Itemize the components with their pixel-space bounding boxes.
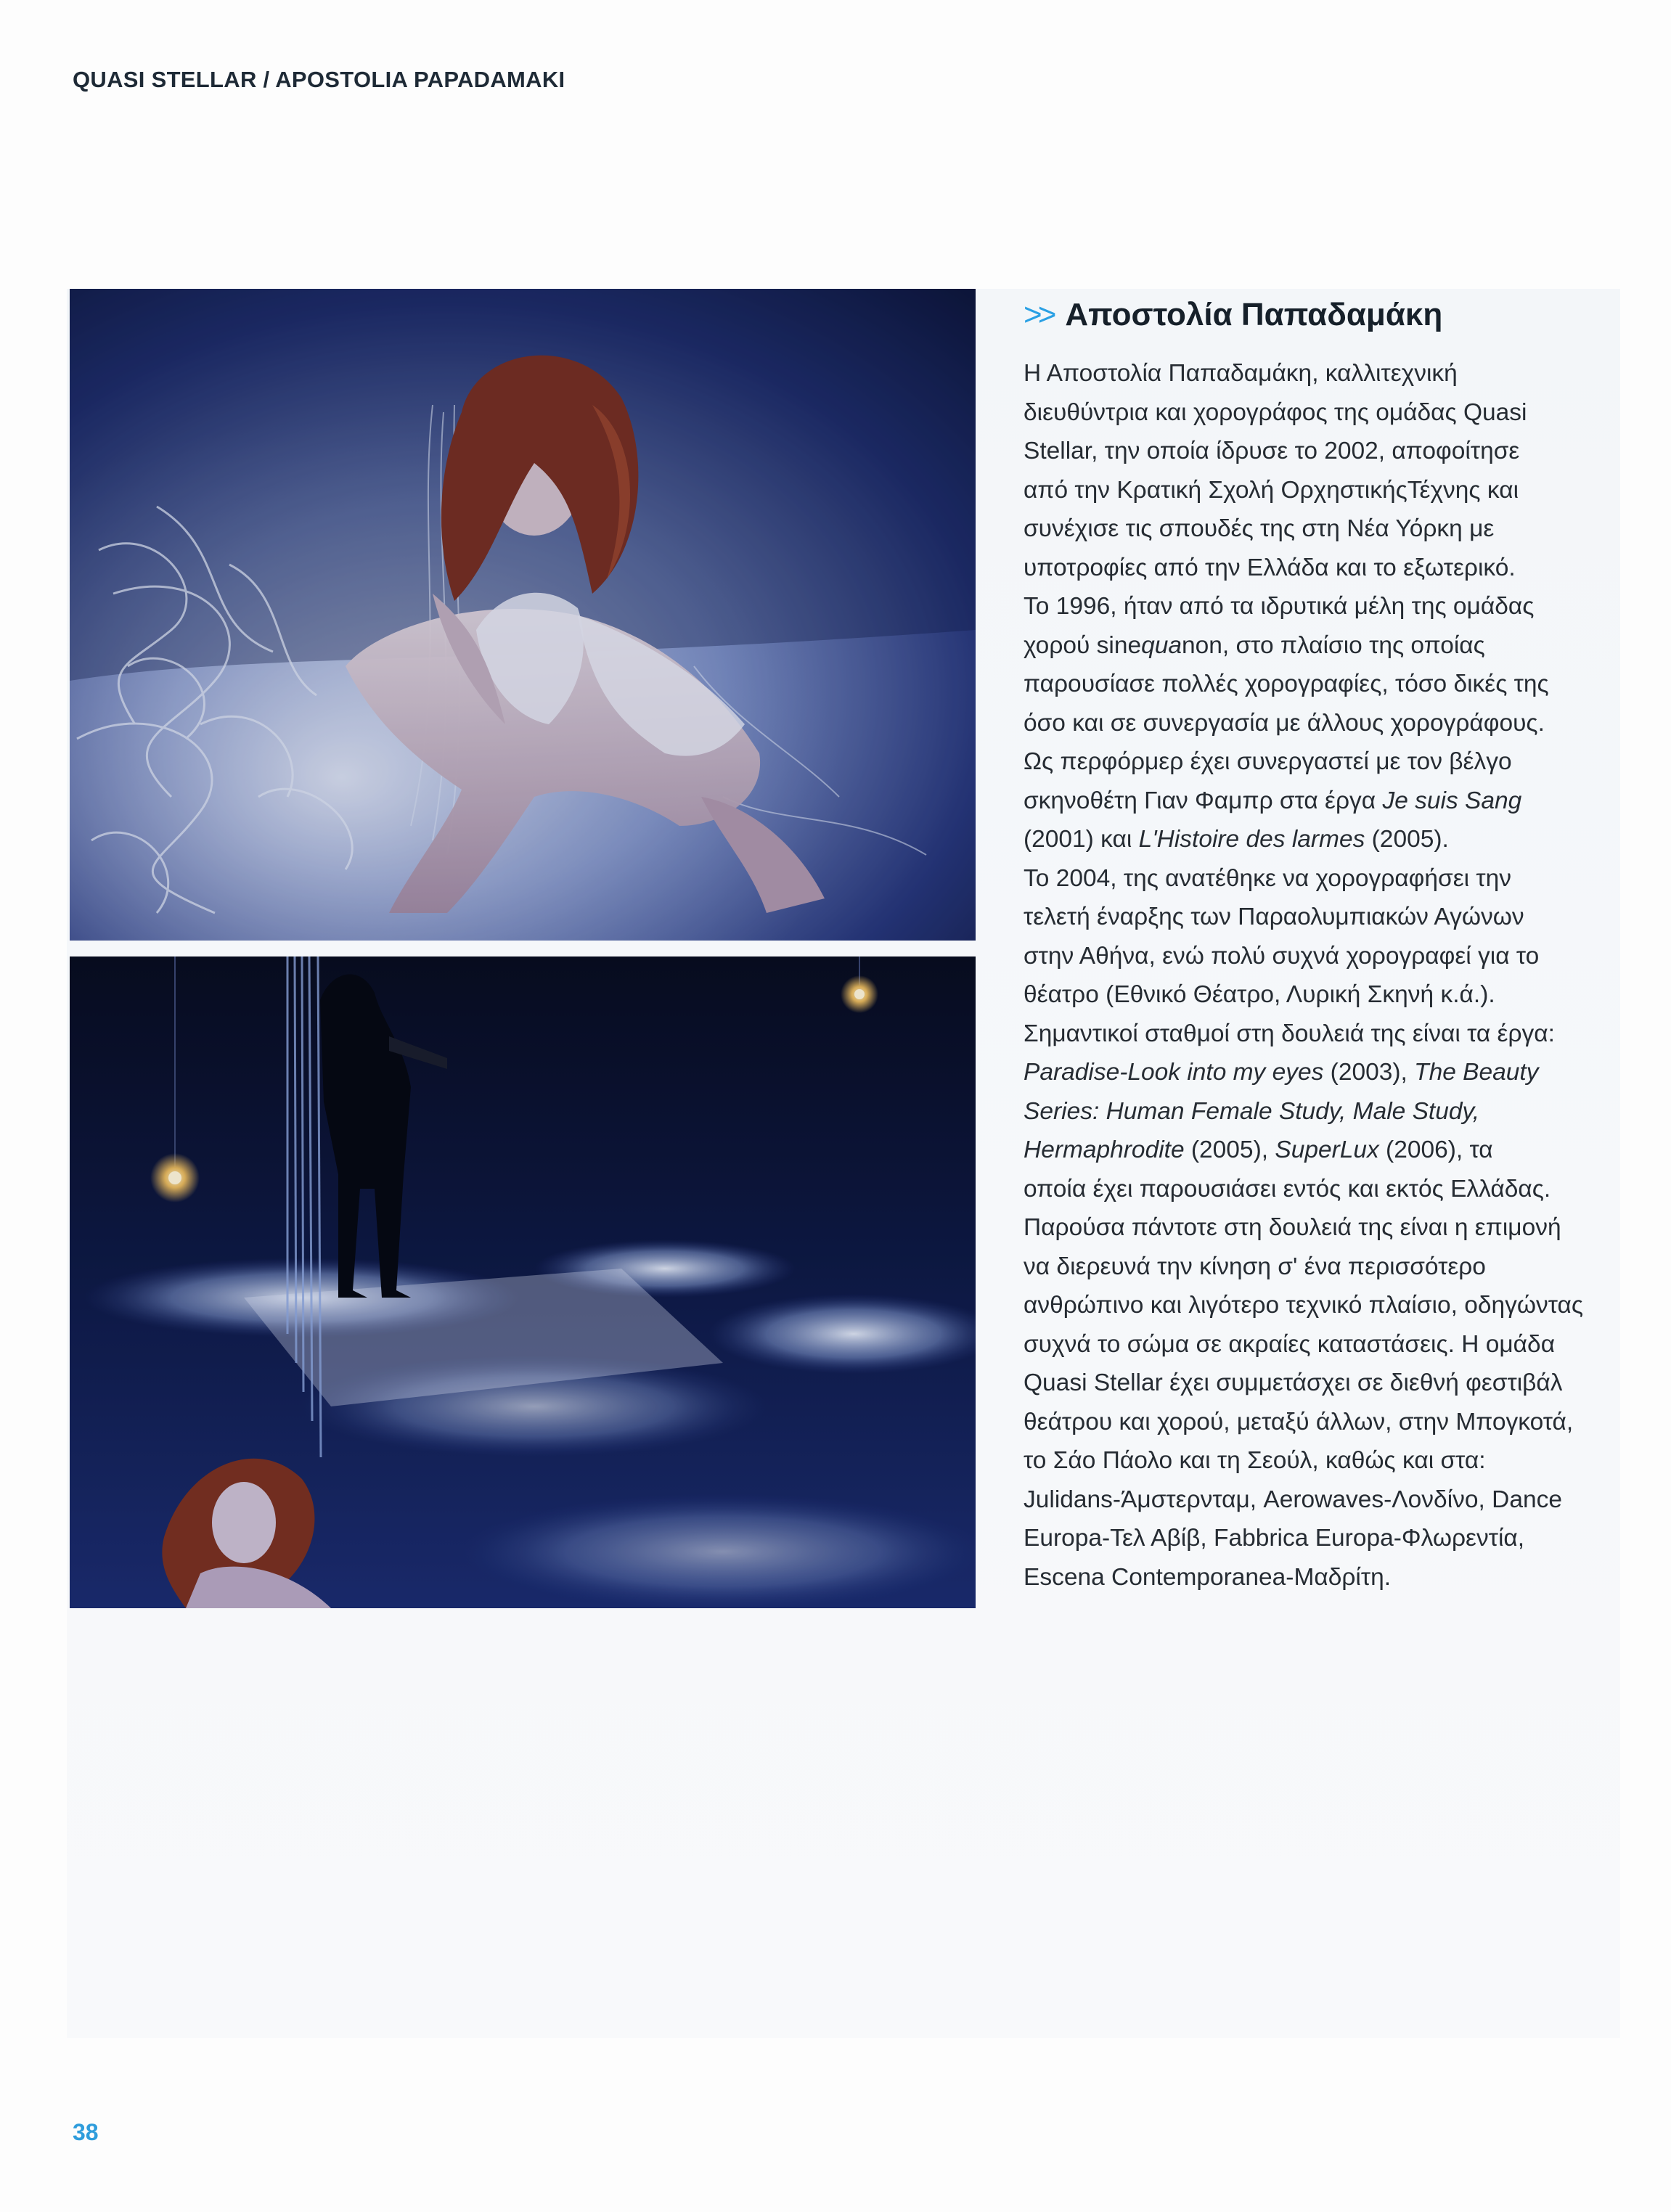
- article-line: [1024, 549, 1626, 588]
- article-body: [1024, 354, 1626, 1597]
- article-line: [1024, 1364, 1626, 1403]
- article-line: [1024, 1131, 1626, 1170]
- italic-text: The Beauty: [1414, 1059, 1539, 1086]
- body-text-segment: Παρούσα πάντοτε στη δουλειά της είναι η επιμονή: [1024, 1214, 1561, 1241]
- body-text-segment: οποία έχει παρουσιάσει εντός και εκτός Ελλάδας.: [1024, 1175, 1551, 1203]
- body-text-segment: (2005),: [1184, 1136, 1275, 1163]
- article-line: [1024, 1053, 1626, 1092]
- article-line: [1024, 1248, 1626, 1287]
- body-text-segment: Quasi Stellar έχει συμμετάσχει σε διεθνή φεστιβάλ: [1024, 1369, 1563, 1396]
- article-line: [1024, 1325, 1626, 1364]
- body-text-segment: Ως περφόρμερ έχει συνεργαστεί με τον βέλγο: [1024, 748, 1512, 775]
- italic-text: Je suis Sang: [1382, 787, 1522, 814]
- body-text-segment: τελετή έναρξης των Παραολυμπιακών Αγώνων: [1024, 904, 1524, 930]
- body-text-segment: (2006), τα: [1378, 1136, 1493, 1163]
- body-text-segment: (2003),: [1323, 1059, 1415, 1086]
- article-line: [1024, 1170, 1626, 1209]
- article-line: [1024, 1403, 1626, 1442]
- stage-photo-graphic: [70, 957, 976, 1608]
- article-line: [1024, 1286, 1626, 1325]
- article-line: [1024, 587, 1626, 626]
- article-line: [1024, 626, 1626, 665]
- italic-text: Hermaphrodite: [1024, 1136, 1185, 1163]
- article-line: [1024, 859, 1626, 898]
- body-text-segment: θέατρο (Εθνικό Θέατρο, Λυρική Σκηνή κ.ά.).: [1024, 981, 1495, 1008]
- article-line: [1024, 937, 1626, 976]
- article-line: [1024, 1015, 1626, 1054]
- article-line: [1024, 782, 1626, 821]
- article-line: [1024, 898, 1626, 937]
- article-line: [1024, 1519, 1626, 1558]
- article-line: [1024, 393, 1626, 433]
- article-line: [1024, 975, 1626, 1015]
- body-text-segment: non, στο πλαίσιο της οποίας: [1182, 631, 1485, 659]
- article-line: [1024, 1441, 1626, 1480]
- body-text-segment: συνέχισε τις σπουδές της στη Νέα Υόρκη με: [1024, 515, 1495, 542]
- body-text-segment: χορού sine: [1024, 631, 1142, 659]
- article-column: [1024, 289, 1626, 1597]
- page-number: 38: [73, 2119, 99, 2145]
- article-line: [1024, 471, 1626, 510]
- body-text-segment: παρουσίασε πολλές χορογραφίες, τόσο δικές της: [1024, 671, 1549, 697]
- body-text-segment: σκηνοθέτη Γιαν Φαμπρ στα έργα: [1024, 787, 1383, 814]
- body-text-segment: Σημαντικοί σταθμοί στη δουλειά της είναι τα έργα:: [1024, 1020, 1555, 1047]
- body-text-segment: (2005).: [1365, 826, 1449, 853]
- article-line: [1024, 1558, 1626, 1597]
- body-text-segment: από την Κρατική Σχολή ΟρχηστικήςΤέχνης και: [1024, 476, 1519, 504]
- body-text-segment: Η Αποστολία Παπαδαμάκη, καλλιτεχνική: [1024, 360, 1458, 387]
- body-text-segment: να διερευνά την κίνηση σ' ένα περισσότερο: [1024, 1253, 1486, 1280]
- body-text-segment: συχνά το σώμα σε ακραίες καταστάσεις. Η ομάδα: [1024, 1330, 1556, 1358]
- article-line: [1024, 1208, 1626, 1248]
- italic-text: SuperLux: [1275, 1136, 1379, 1163]
- article-line: [1024, 432, 1626, 471]
- running-head: QUASI STELLAR / APOSTOLIA PAPADAMAKI: [73, 67, 565, 92]
- body-text-segment: Escena Contemporanea-Μαδρίτη.: [1024, 1563, 1392, 1591]
- chevron-icon: >>: [1024, 297, 1053, 332]
- body-text-segment: διευθύντρια και χορογράφος της ομάδας Quasi: [1024, 398, 1527, 426]
- body-text-segment: στην Αθήνα, ενώ πολύ συχνά χορογραφεί για το: [1024, 942, 1540, 970]
- article-line: [1024, 820, 1626, 859]
- italic-text: Series: Human Female Study, Male Study,: [1024, 1097, 1480, 1125]
- article-title: Αποστολία Παπαδαμάκη: [1065, 297, 1443, 332]
- body-text-segment: υποτροφίες από την Ελλάδα και το εξωτερικό.: [1024, 554, 1516, 581]
- body-text-segment: (2001) και: [1024, 826, 1139, 853]
- body-text-segment: Το 1996, ήταν από τα ιδρυτικά μέλη της ομάδας: [1024, 593, 1535, 620]
- article-line: [1024, 354, 1626, 393]
- body-text-segment: Stellar, την οποία ίδρυσε το 2002, αποφοίτησε: [1024, 438, 1520, 464]
- article-heading: [1024, 293, 1626, 337]
- article-line: [1024, 742, 1626, 782]
- article-line: [1024, 665, 1626, 704]
- performance-photo-dancer: [70, 289, 976, 941]
- italic-text: qua: [1141, 631, 1182, 659]
- body-text-segment: θεάτρου και χορού, μεταξύ άλλων, στην Μπογκοτά,: [1024, 1408, 1574, 1435]
- article-line: [1024, 1480, 1626, 1520]
- body-text-segment: το Σάο Πάολο και τη Σεούλ, καθώς και στα:: [1024, 1447, 1486, 1474]
- body-text-segment: ανθρώπινο και λιγότερο τεχνικό πλαίσιο, οδηγώντας: [1024, 1292, 1584, 1319]
- article-line: [1024, 704, 1626, 743]
- article-line: [1024, 509, 1626, 549]
- body-text-segment: Το 2004, της ανατέθηκε να χορογραφήσει την: [1024, 864, 1512, 892]
- dancer-photo-graphic: [70, 289, 976, 941]
- italic-text: L'Histoire des larmes: [1138, 826, 1365, 853]
- italic-text: Paradise-Look into my eyes: [1024, 1059, 1324, 1086]
- performance-photo-stage: [70, 957, 976, 1608]
- body-text-segment: Julidans-Άμστερνταμ, Aerowaves-Λονδίνο, Dance: [1024, 1486, 1562, 1513]
- body-text-segment: όσο και σε συνεργασία με άλλους χορογράφους.: [1024, 709, 1545, 737]
- body-text-segment: Europa-Τελ Αβίβ, Fabbrica Europa-Φλωρεντία,: [1024, 1525, 1525, 1552]
- article-line: [1024, 1092, 1626, 1131]
